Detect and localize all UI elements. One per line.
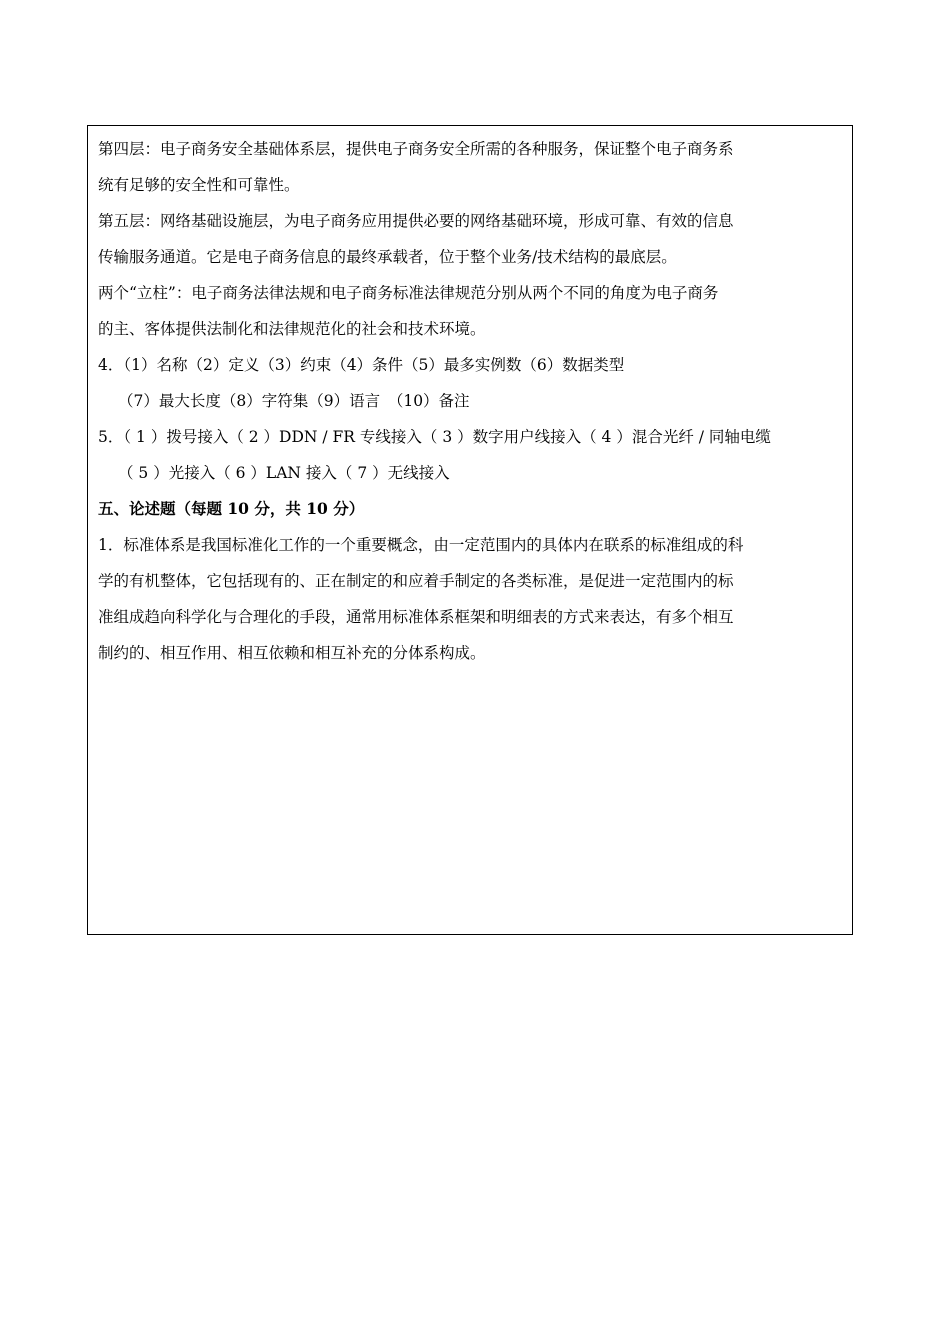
answer-5-line-1: 5．（ 1 ）拨号接入（ 2 ）DDN / FR 专线接入（ 3 ）数字用户线接入（ 4 ）混合光纤 / 同轴电缆 bbox=[98, 428, 771, 446]
essay-answer-line-1: 1．标准体系是我国标准化工作的一个重要概念，由一定范围内的具体内在联系的标准组成的科 bbox=[98, 536, 744, 554]
answer-content bbox=[98, 131, 843, 671]
answer-box bbox=[87, 125, 853, 935]
layer4-line-1: 第四层：电子商务安全基础体系层，提供电子商务安全所需的各种服务，保证整个电子商务系 bbox=[98, 140, 734, 158]
layer5-line-1: 第五层：网络基础设施层，为电子商务应用提供必要的网络基础环境，形成可靠、有效的信息 bbox=[98, 212, 734, 230]
answer-4-line-2: （7）最大长度（8）字符集（9）语言 （10）备注 bbox=[118, 392, 470, 410]
pillars-line-1: 两个“立柱”：电子商务法律法规和电子商务标准法律规范分别从两个不同的角度为电子商务 bbox=[98, 284, 719, 302]
answer-4-line-1: 4．（1）名称（2）定义（3）约束（4）条件（5）最多实例数（6）数据类型 bbox=[98, 356, 625, 374]
layer4-line-2: 统有足够的安全性和可靠性。 bbox=[98, 176, 300, 194]
essay-answer-line-3: 准组成趋向科学化与合理化的手段，通常用标准体系框架和明细表的方式来表达，有多个相互 bbox=[98, 608, 734, 626]
answer-5-line-2: （ 5 ）光接入（ 6 ）LAN 接入（ 7 ）无线接入 bbox=[118, 464, 450, 482]
layer5-line-2: 传输服务通道。它是电子商务信息的最终承载者，位于整个业务/技术结构的最底层。 bbox=[98, 248, 677, 266]
pillars-line-2: 的主、客体提供法制化和法律规范化的社会和技术环境。 bbox=[98, 320, 486, 338]
section-heading-essay: 五、论述题（每题 10 分，共 10 分） bbox=[98, 499, 365, 518]
essay-answer-line-2: 学的有机整体，它包括现有的、正在制定的和应着手制定的各类标准，是促进一定范围内的标 bbox=[98, 572, 734, 590]
essay-answer-line-4: 制约的、相互作用、相互依赖和相互补充的分体系构成。 bbox=[98, 644, 486, 662]
